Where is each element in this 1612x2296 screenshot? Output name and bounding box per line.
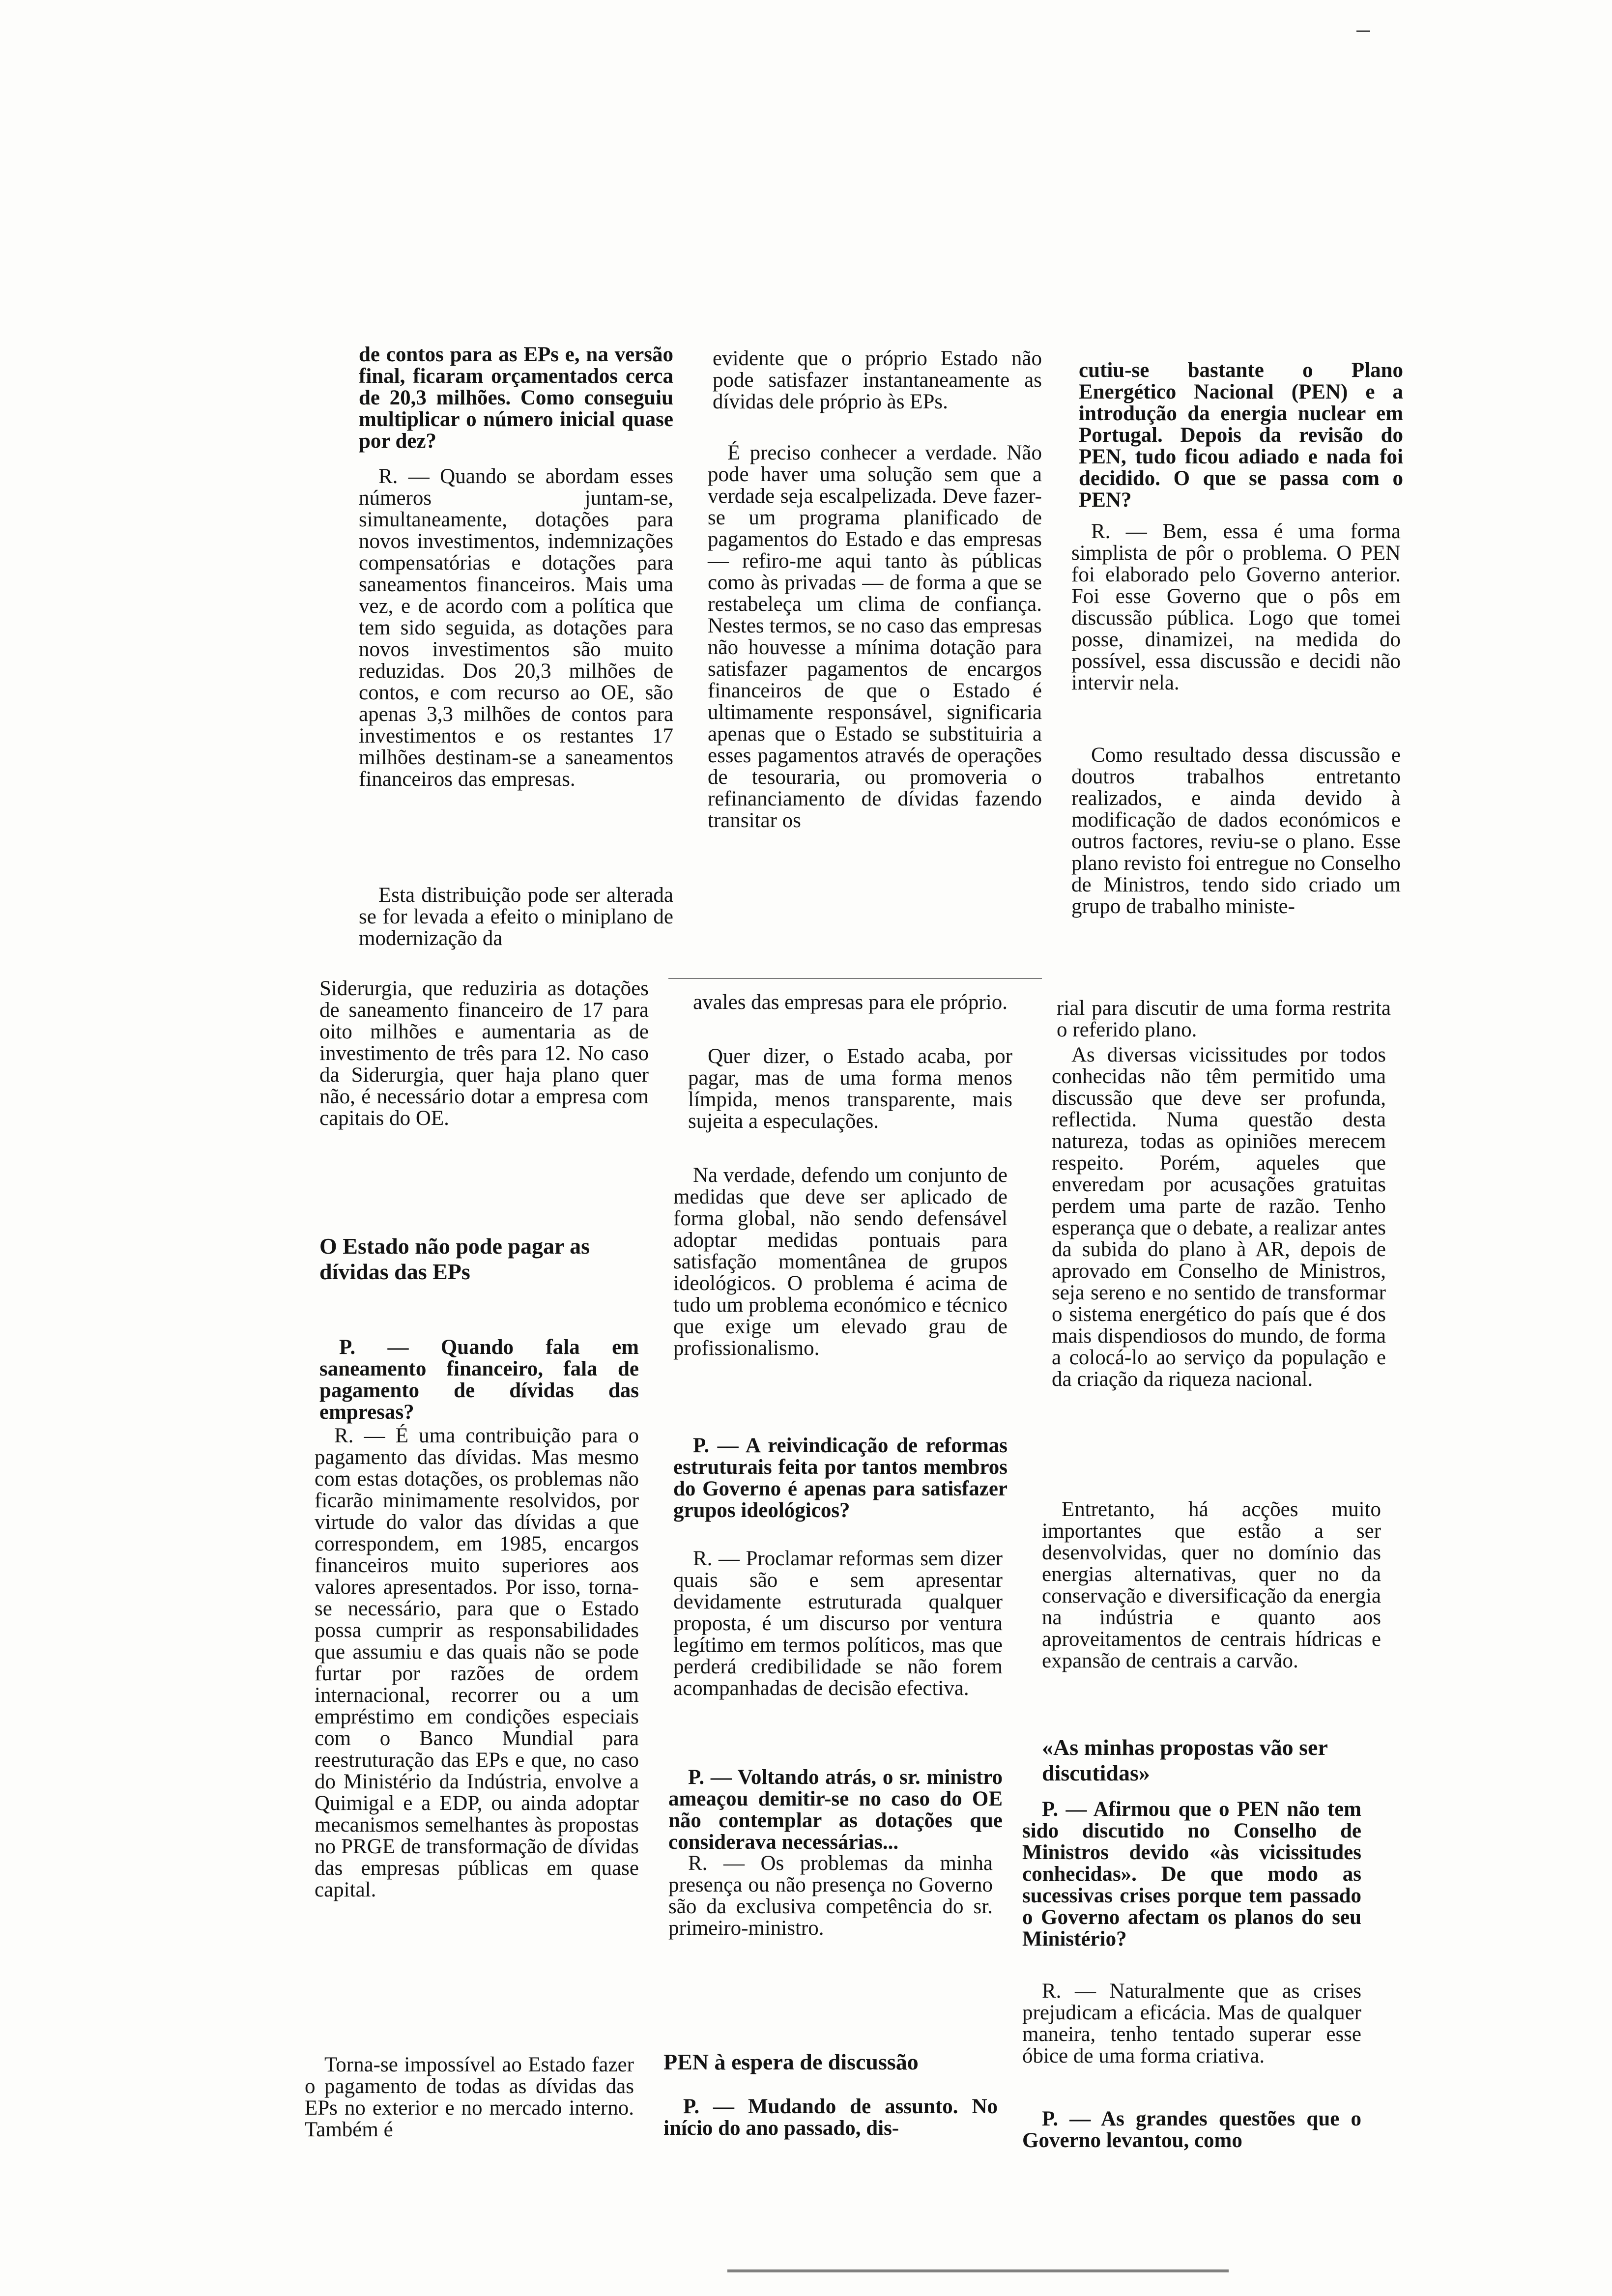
- col1-paragraph: Esta distribuição pode ser alterada se for levada a efeito o miniplano de modernização da: [359, 884, 673, 950]
- col1-answer-paragraph: R. — Quando se abordam esses números juntam-se, simultaneamente, dotações para novos investimentos, indemnizações compensatórias e dotações para saneamentos financeiros. Mais uma vez, e de acordo com a política que tem sido seguida, as dotações para novos investimentos são muito reduzidas. Dos 20,3 milhões de contos, e com recurso ao OE, são apenas 3,3 milhões de contos para investimentos e os restantes 17 milhões destinam-se a saneamentos financeiros das empresas.: [359, 465, 673, 791]
- col3-paragraph: Entretanto, há acções muito importantes que estão a ser desenvolvidas, quer no domínio das energias alternativas, quer no da conservação e diversificação da energia na indústria e quanto aos aproveitamentos de centrais hídricas e expansão de centrais a carvão.: [1042, 1498, 1381, 1672]
- col2-paragraph: avales das empresas para ele próprio.: [693, 991, 1008, 1014]
- col3-paragraph: rial para discutir de uma forma restrita o referido plano.: [1057, 997, 1391, 1041]
- column-rule: [668, 978, 1042, 979]
- scan-speck: [1356, 30, 1370, 32]
- col3-paragraph: Como resultado dessa discussão e doutros trabalhos entretanto realizados, e ainda devido à modificação de dados económicos e outros factores, reviu-se o plano. Esse plano revisto foi entregue no Conselho de Ministros, tendo sido criado um grupo de trabalho ministe-: [1071, 744, 1401, 918]
- col3-answer-paragraph: R. — Naturalmente que as crises prejudicam a eficácia. Mas de qualquer maneira, tenho tentado superar esse óbice de uma forma criativa.: [1022, 1980, 1361, 2067]
- col2-question: P. — Mudando de assunto. No início do ano passado, dis-: [663, 2095, 998, 2140]
- col1-question: P. — Quando fala em saneamento financeiro, fala de pagamento de dívidas das empresas?: [319, 1336, 639, 1424]
- col3-question-continued: cutiu-se bastante o Plano Energético Nacional (PEN) e a introdução da energia nuclear em Portugal. Depois da revisão do PEN, tudo ficou adiado e nada foi decidido. O que se passa com o PEN?: [1079, 359, 1403, 512]
- col2-paragraph: Na verdade, defendo um conjunto de medidas que deve ser aplicado de forma global, não sendo defensável adoptar medidas pontuais para satisfação momentânea de grupos ideológicos. O problema é acima de tudo um problema económico e técnico que exige um elevado grau de profissionalismo.: [673, 1164, 1008, 1360]
- col2-question: P. — Voltando atrás, o sr. ministro ameaçou demitir-se no caso do OE não contemplar as dotações que considerava necessárias...: [668, 1766, 1003, 1854]
- col3-question: P. — Afirmou que o PEN não tem sido discutido no Conselho de Ministros devido «às vicissitudes conhecidas». De que modo as sucessivas crises porque tem passado o Governo afectam os planos do seu Ministério?: [1022, 1798, 1361, 1951]
- col2-paragraph: evidente que o próprio Estado não pode satisfazer instantaneamente as dívidas dele próprio às EPs.: [713, 347, 1042, 413]
- section-heading: «As minhas propostas vão ser discutidas»: [1042, 1735, 1328, 1785]
- col2-paragraph: Quer dizer, o Estado acaba, por pagar, mas de uma forma menos límpida, menos transparente, mais sujeita a especulações.: [688, 1045, 1012, 1133]
- col2-answer-paragraph: R. — Proclamar reformas sem dizer quais são e sem apresentar devidamente estruturada qualquer proposta, é um discurso por ventura legítimo em termos políticos, mas que perderá credibilidade se não forem acompanhadas de decisão efectiva.: [673, 1547, 1003, 1700]
- section-heading: PEN à espera de discussão: [663, 2049, 919, 2074]
- col3-answer-paragraph: R. — Bem, essa é uma forma simplista de pôr o problema. O PEN foi elaborado pelo Governo anterior. Foi esse Governo que o pôs em discussão pública. Logo que tomei posse, dinamizei, na medida do possível, essa discussão e decidi não intervir nela.: [1071, 520, 1401, 694]
- col1-paragraph: Torna-se impossível ao Estado fazer o pagamento de todas as dívidas das EPs no exterior e no mercado interno. Também é: [305, 2053, 634, 2141]
- col3-question: P. — As grandes questões que o Governo levantou, como: [1022, 2107, 1361, 2152]
- col1-paragraph: Siderurgia, que reduziria as dotações de saneamento financeiro de 17 para oito milhões e aumentaria as de investimento de três para 12. No caso da Siderurgia, quer haja plano quer não, é necessário dotar a empresa com capitais do OE.: [319, 977, 649, 1130]
- col1-answer-paragraph: R. — É uma contribuição para o pagamento das dívidas. Mas mesmo com estas dotações, os problemas não ficarão minimamente resolvidos, por virtude do valor das dívidas a que correspondem, em 1985, encargos financeiros muito superiores aos valores apresentados. Por isso, torna-se necessário, para que o Estado possa cumprir as responsabilidades que assumiu e das quais não se pode furtar por razões de ordem internacional, recorrer ou a um empréstimo em condições especiais com o Banco Mundial para reestruturação das EPs e que, no caso do Ministério da Indústria, envolve a Quimigal e a EDP, ou ainda adoptar mecanismos semelhantes às propostas no PRGE de transformação de dívidas das empresas públicas em quase capital.: [315, 1424, 639, 1901]
- col1-question-continued: de contos para as EPs e, na versão final, ficaram orçamentados cerca de 20,3 milhões. Como conseguiu multiplicar o número inicial quase por dez?: [359, 343, 673, 453]
- col3-paragraph: As diversas vicissitudes por todos conhecidas não têm permitido uma discussão que deve ser profunda, reflectida. Numa questão desta natureza, todas as opiniões merecem respeito. Porém, aqueles que enveredam por acusações gratuitas perdem uma parte de razão. Tenho esperança que o debate, a realizar antes da subida do plano à AR, depois de aprovado em Conselho de Ministros, seja sereno e no sentido de transformar o sistema energético do país que é dos mais dispendiosos do mundo, de forma a colocá-lo ao serviço da população e da criação da riqueza nacional.: [1052, 1043, 1386, 1391]
- col2-question: P. — A reivindicação de reformas estruturais feita por tantos membros do Governo é apenas para satisfazer grupos ideológicos?: [673, 1434, 1008, 1522]
- scan-smudge: [727, 2269, 1229, 2272]
- col2-answer-paragraph: R. — Os problemas da minha presença ou não presença no Governo são da exclusiva competência do sr. primeiro-ministro.: [668, 1852, 993, 1940]
- col2-paragraph: É preciso conhecer a verdade. Não pode haver uma solução sem que a verdade seja escalpelizada. Deve fazer-se um programa planificado de pagamentos do Estado e das empresas — refiro-me aqui tanto às públicas como às privadas — de forma a que se restabeleça um clima de confiança. Nestes termos, se no caso das empresas não houvesse a mínima dotação para satisfazer pagamentos de encargos financeiros de que o Estado é ultimamente responsável, significaria apenas que o Estado se substituiria a esses pagamentos através de operações de tesouraria, ou promoveria o refinanciamento de dívidas fazendo transitar os: [708, 441, 1042, 832]
- section-heading: O Estado não pode pagar as dívidas das EPs: [319, 1234, 590, 1284]
